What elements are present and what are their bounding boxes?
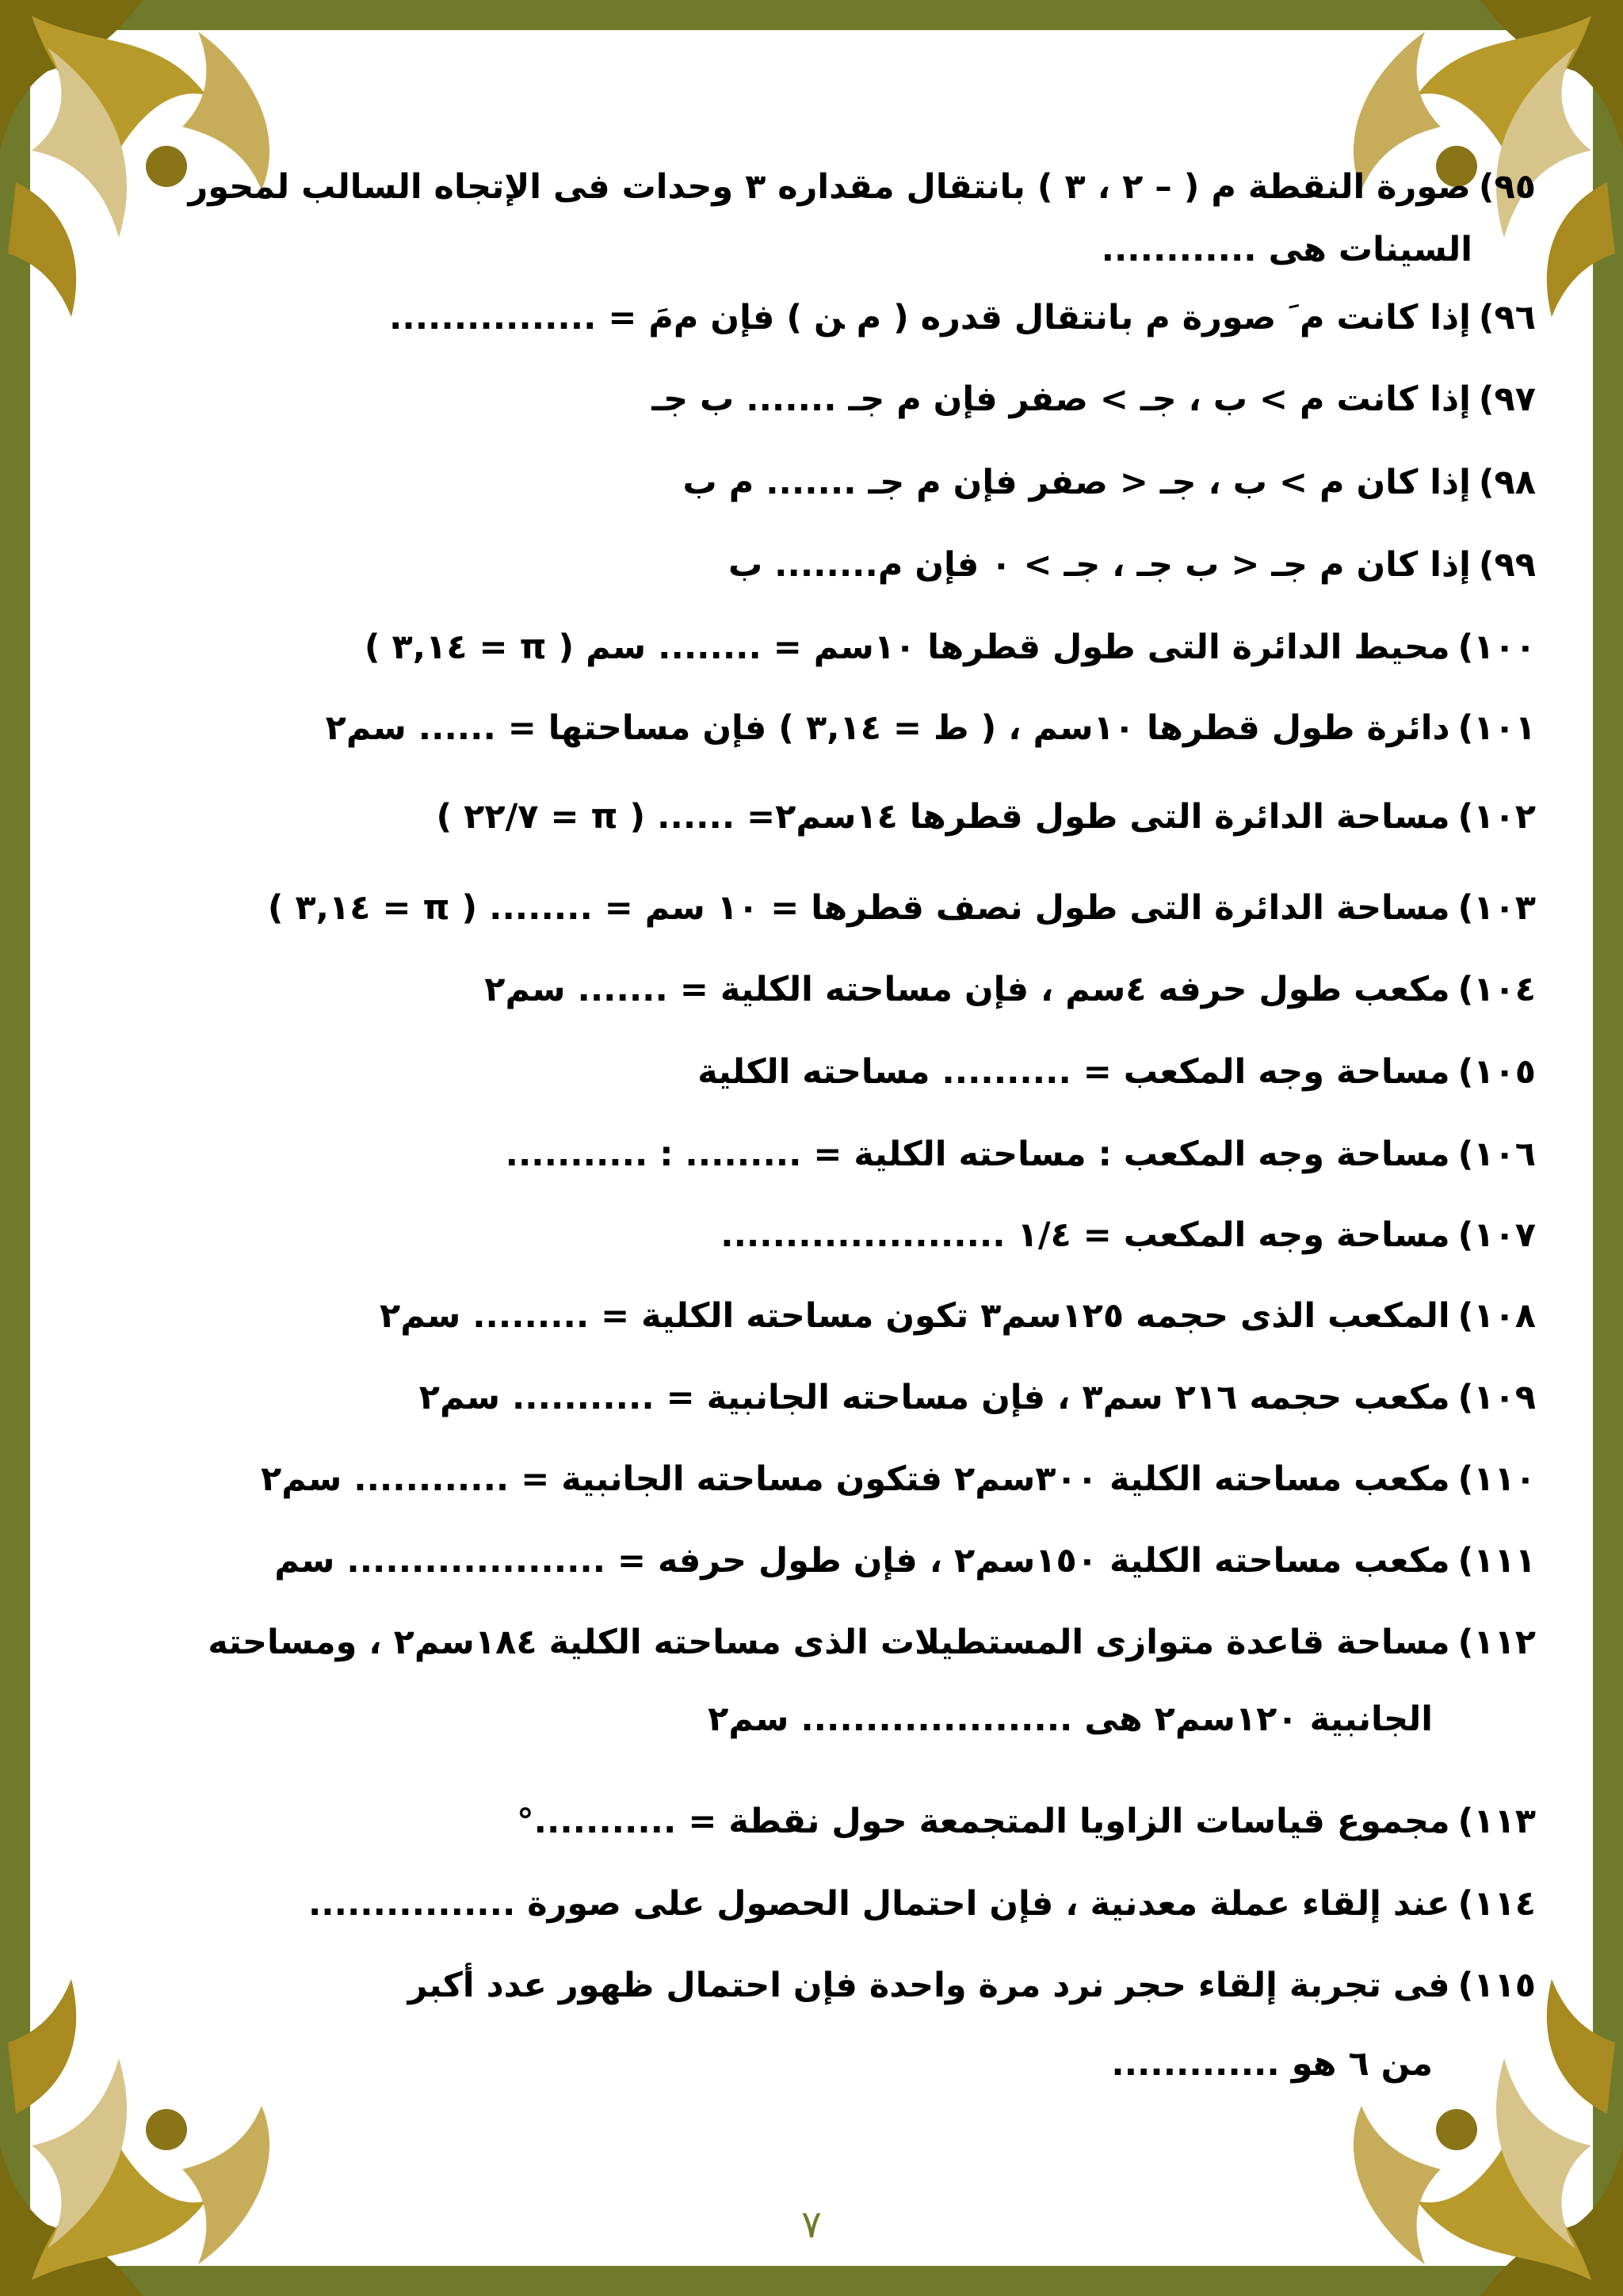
question-106 <box>87 1134 1536 1177</box>
question-number: ١٠٢) <box>1457 797 1536 837</box>
question-number: ١٠٣) <box>1457 888 1536 928</box>
question-text: مكعب حجمه ٢١٦ سم٣ ، فإن مساحته الجانبية = ........... سم٢ <box>418 1378 1450 1417</box>
question-number: ١١٣) <box>1457 1802 1536 1841</box>
question-text: صورة النقطة ﻡ ( – ٢ ، ٣ ) بانتقال مقداره ٣ وحدات فى الإتجاه السالب لمحور <box>188 167 1471 207</box>
question-text: عند إلقاء عملة معدنية ، فإن احتمال الحصول على صورة ................ <box>307 1884 1450 1924</box>
question-112 <box>87 1622 1536 1665</box>
question-95 <box>87 166 1536 209</box>
question-number: ١٠٥) <box>1457 1052 1536 1092</box>
question-number: ١١٢) <box>1457 1623 1536 1662</box>
question-number: ٩٥) <box>1478 167 1536 207</box>
question-101 <box>87 707 1536 750</box>
question-110 <box>87 1459 1536 1501</box>
questions-list <box>87 154 1536 2177</box>
question-text: مساحة الدائرة التى طول نصف قطرها = ١٠ سم = ........ ( π = ٣,١٤ ) <box>267 888 1450 928</box>
question-text: مساحة وجه المكعب = .......... مساحته الكلية <box>697 1052 1450 1092</box>
question-105 <box>87 1051 1536 1094</box>
question-text: مساحة وجه المكعب : مساحته الكلية = ......... : ........... <box>505 1135 1450 1174</box>
question-text: مساحة وجه المكعب = ١/٤ ...................... <box>720 1215 1450 1255</box>
question-text: مجموع قياسات الزاويا المتجمعة حول نقطة = ...........° <box>517 1802 1450 1841</box>
question-102 <box>87 796 1536 839</box>
question-text: فى تجربة إلقاء حجر نرد مرة واحدة فإن احتمال ظهور عدد أكبر <box>407 1966 1450 2005</box>
question-number: ١١٤) <box>1457 1884 1536 1924</box>
question-95-continuation: السينات هى ............ <box>1101 230 1472 269</box>
question-text: إذا كانت ﻡ َ صورة ﻡ بانتقال قدره ( م ﻦ ) فإن ﻡﻡَ = ................ <box>389 298 1471 338</box>
question-100 <box>87 627 1536 669</box>
question-115-continuation: من ٦ هو ............. <box>1111 2044 1433 2084</box>
question-text: دائرة طول قطرها ١٠سم ، ( ط = ٣,١٤ ) فإن مساحتها = ...... سم٢ <box>325 708 1450 748</box>
question-112-continuation: الجانبية ١٢٠سم٢ هى ..................... سم٢ <box>708 1699 1433 1739</box>
question-number: ١١٠) <box>1457 1459 1536 1499</box>
question-number: ١٠٤) <box>1457 970 1536 1009</box>
question-111 <box>87 1540 1536 1583</box>
question-109 <box>87 1377 1536 1420</box>
question-number: ٩٩) <box>1478 545 1536 585</box>
question-103 <box>87 887 1536 930</box>
question-text: إذا كان ﻡ > ب ، جـ < صفر فإن ﻡ جـ ....... ﻡ ب <box>682 463 1471 502</box>
question-number: ١٠٨) <box>1457 1296 1536 1336</box>
question-108 <box>87 1295 1536 1338</box>
page-number: ٧ <box>801 2203 822 2247</box>
question-104 <box>87 969 1536 1012</box>
question-114 <box>87 1883 1536 1926</box>
question-number: ١٠٦) <box>1457 1135 1536 1174</box>
question-number: ٩٧) <box>1478 379 1536 419</box>
question-text: مساحة قاعدة متوازى المستطيلات الذى مساحته الكلية ١٨٤سم٢ ، ومساحته <box>208 1623 1450 1662</box>
question-number: ١٠٩) <box>1457 1378 1536 1417</box>
question-97 <box>87 379 1536 421</box>
question-number: ١٠٠) <box>1457 627 1536 667</box>
question-99 <box>87 544 1536 587</box>
question-number: ١١٥) <box>1457 1966 1536 2005</box>
question-text: مكعب مساحته الكلية ١٥٠سم٢ ، فإن طول حرفه = .................... سم <box>274 1541 1450 1581</box>
question-text: محيط الدائرة التى طول قطرها ١٠سم = ........ سم ( π = ٣,١٤ ) <box>364 627 1450 667</box>
question-number: ١١١) <box>1457 1541 1536 1581</box>
question-number: ١٠١) <box>1457 708 1536 748</box>
question-text: إذا كانت ﻡ > ب ، جـ > صفر فإن ﻡ جـ ....... ب جـ <box>651 379 1471 419</box>
question-113 <box>87 1801 1536 1844</box>
question-98 <box>87 462 1536 505</box>
question-107 <box>87 1215 1536 1257</box>
question-text: مساحة الدائرة التى طول قطرها ١٤سم٢= ...... ( π = ٢٢/٧ ) <box>436 797 1450 837</box>
question-text: مكعب طول حرفه ٤سم ، فإن مساحته الكلية = ....... سم٢ <box>484 970 1450 1009</box>
question-number: ٩٨) <box>1478 463 1536 502</box>
question-number: ٩٦) <box>1478 298 1536 338</box>
question-text: المكعب الذى حجمه ١٢٥سم٣ تكون مساحته الكلية = ......... سم٢ <box>379 1296 1450 1336</box>
question-115 <box>87 1965 1536 2008</box>
question-text: إذا كان ﻡ جـ < ب جـ ، جـ > ٠ فإن ﻡ........ ب <box>727 545 1471 585</box>
question-number: ١٠٧) <box>1457 1215 1536 1255</box>
question-96 <box>87 297 1536 340</box>
question-text: مكعب مساحته الكلية ٣٠٠سم٢ فتكون مساحته الجانبية = ............ سم٢ <box>261 1459 1450 1499</box>
